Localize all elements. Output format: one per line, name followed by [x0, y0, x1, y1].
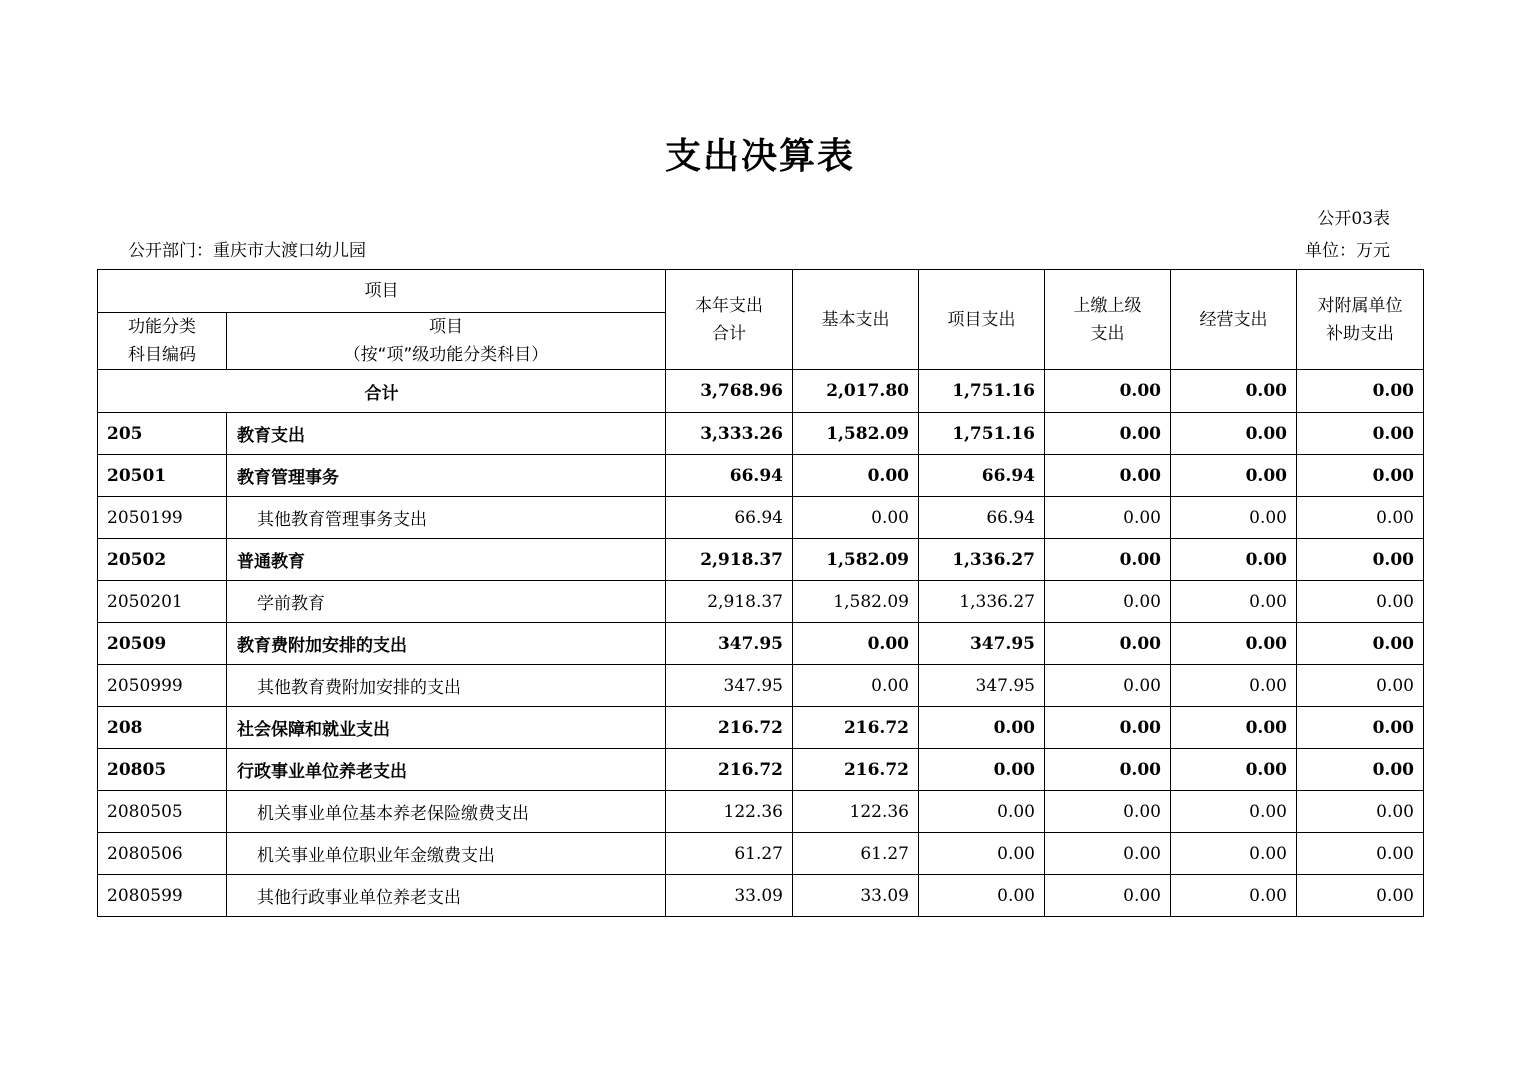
table-row	[98, 791, 1424, 833]
row-business: 0.00	[1171, 623, 1297, 665]
row-project: 0.00	[919, 833, 1045, 875]
header-business: 经营支出	[1171, 270, 1297, 370]
total-label: 合计	[98, 370, 666, 413]
row-project: 347.95	[919, 623, 1045, 665]
row-total: 122.36	[666, 791, 793, 833]
row-code: 2050199	[98, 497, 227, 539]
row-name: 教育管理事务	[227, 455, 666, 497]
table-row	[98, 707, 1424, 749]
row-project: 1,751.16	[919, 413, 1045, 455]
row-business: 0.00	[1171, 707, 1297, 749]
row-total: 33.09	[666, 875, 793, 917]
row-subsidy: 0.00	[1297, 749, 1424, 791]
row-code: 2050201	[98, 581, 227, 623]
header-project-group: 项目	[98, 270, 666, 313]
row-code: 2050999	[98, 665, 227, 707]
total-upper: 0.00	[1045, 370, 1171, 413]
table-row	[98, 833, 1424, 875]
row-basic: 1,582.09	[793, 539, 919, 581]
row-code: 20502	[98, 539, 227, 581]
row-upper: 0.00	[1045, 455, 1171, 497]
row-name: 机关事业单位职业年金缴费支出	[227, 833, 666, 875]
row-business: 0.00	[1171, 833, 1297, 875]
row-upper: 0.00	[1045, 791, 1171, 833]
row-business: 0.00	[1171, 497, 1297, 539]
row-subsidy: 0.00	[1297, 413, 1424, 455]
table-row	[98, 539, 1424, 581]
page-title: 支出决算表	[664, 136, 855, 177]
row-subsidy: 0.00	[1297, 623, 1424, 665]
row-name: 其他教育费附加安排的支出	[227, 665, 666, 707]
row-name: 行政事业单位养老支出	[227, 749, 666, 791]
row-project: 0.00	[919, 749, 1045, 791]
table-row	[98, 875, 1424, 917]
row-code: 20805	[98, 749, 227, 791]
row-basic: 61.27	[793, 833, 919, 875]
row-basic: 1,582.09	[793, 581, 919, 623]
table-row	[98, 455, 1424, 497]
row-code: 20509	[98, 623, 227, 665]
row-subsidy: 0.00	[1297, 707, 1424, 749]
total-row	[98, 370, 1424, 413]
total-total: 3,768.96	[666, 370, 793, 413]
header-code: 功能分类 科目编码	[98, 313, 227, 370]
row-basic: 1,582.09	[793, 413, 919, 455]
unit-label: 单位：万元	[1305, 241, 1390, 261]
row-total: 3,333.26	[666, 413, 793, 455]
row-subsidy: 0.00	[1297, 791, 1424, 833]
row-project: 0.00	[919, 707, 1045, 749]
row-name: 普通教育	[227, 539, 666, 581]
row-basic: 0.00	[793, 665, 919, 707]
row-name: 教育支出	[227, 413, 666, 455]
row-basic: 216.72	[793, 749, 919, 791]
row-total: 61.27	[666, 833, 793, 875]
row-business: 0.00	[1171, 665, 1297, 707]
total-business: 0.00	[1171, 370, 1297, 413]
row-code: 2080599	[98, 875, 227, 917]
row-total: 347.95	[666, 623, 793, 665]
header-subsidy: 对附属单位 补助支出	[1297, 270, 1424, 370]
row-total: 216.72	[666, 749, 793, 791]
row-basic: 0.00	[793, 623, 919, 665]
row-basic: 33.09	[793, 875, 919, 917]
row-basic: 0.00	[793, 455, 919, 497]
row-upper: 0.00	[1045, 497, 1171, 539]
table-row	[98, 749, 1424, 791]
row-total: 2,918.37	[666, 539, 793, 581]
row-total: 66.94	[666, 455, 793, 497]
row-total: 216.72	[666, 707, 793, 749]
row-business: 0.00	[1171, 581, 1297, 623]
row-project: 1,336.27	[919, 581, 1045, 623]
row-business: 0.00	[1171, 413, 1297, 455]
form-number: 公开03表	[1317, 209, 1390, 229]
row-upper: 0.00	[1045, 623, 1171, 665]
row-name: 教育费附加安排的支出	[227, 623, 666, 665]
total-basic: 2,017.80	[793, 370, 919, 413]
row-subsidy: 0.00	[1297, 539, 1424, 581]
table-row	[98, 497, 1424, 539]
table-row	[98, 665, 1424, 707]
table-row	[98, 413, 1424, 455]
row-upper: 0.00	[1045, 707, 1171, 749]
total-project: 1,751.16	[919, 370, 1045, 413]
row-code: 2080505	[98, 791, 227, 833]
row-project: 0.00	[919, 791, 1045, 833]
table-row	[98, 581, 1424, 623]
row-upper: 0.00	[1045, 539, 1171, 581]
header-upper: 上缴上级 支出	[1045, 270, 1171, 370]
row-name: 机关事业单位基本养老保险缴费支出	[227, 791, 666, 833]
expenditure-table	[97, 269, 1424, 917]
row-project: 66.94	[919, 455, 1045, 497]
row-project: 66.94	[919, 497, 1045, 539]
row-upper: 0.00	[1045, 665, 1171, 707]
row-name: 学前教育	[227, 581, 666, 623]
row-subsidy: 0.00	[1297, 875, 1424, 917]
department-label: 公开部门：重庆市大渡口幼儿园	[128, 241, 366, 261]
row-total: 66.94	[666, 497, 793, 539]
header-total: 本年支出 合计	[666, 270, 793, 370]
row-project: 0.00	[919, 875, 1045, 917]
row-business: 0.00	[1171, 875, 1297, 917]
row-name: 其他教育管理事务支出	[227, 497, 666, 539]
row-upper: 0.00	[1045, 833, 1171, 875]
header-project: 项目支出	[919, 270, 1045, 370]
row-code: 20501	[98, 455, 227, 497]
row-code: 2080506	[98, 833, 227, 875]
total-subsidy: 0.00	[1297, 370, 1424, 413]
header-basic: 基本支出	[793, 270, 919, 370]
row-name: 社会保障和就业支出	[227, 707, 666, 749]
row-basic: 0.00	[793, 497, 919, 539]
row-subsidy: 0.00	[1297, 497, 1424, 539]
row-subsidy: 0.00	[1297, 581, 1424, 623]
header-name: 项目 （按“项”级功能分类科目）	[227, 313, 666, 370]
row-subsidy: 0.00	[1297, 665, 1424, 707]
row-business: 0.00	[1171, 791, 1297, 833]
table-row	[98, 623, 1424, 665]
row-code: 208	[98, 707, 227, 749]
row-business: 0.00	[1171, 749, 1297, 791]
row-project: 1,336.27	[919, 539, 1045, 581]
row-basic: 216.72	[793, 707, 919, 749]
row-total: 2,918.37	[666, 581, 793, 623]
row-total: 347.95	[666, 665, 793, 707]
row-subsidy: 0.00	[1297, 455, 1424, 497]
row-upper: 0.00	[1045, 749, 1171, 791]
row-code: 205	[98, 413, 227, 455]
row-business: 0.00	[1171, 455, 1297, 497]
row-upper: 0.00	[1045, 875, 1171, 917]
row-project: 347.95	[919, 665, 1045, 707]
row-upper: 0.00	[1045, 413, 1171, 455]
row-business: 0.00	[1171, 539, 1297, 581]
row-subsidy: 0.00	[1297, 833, 1424, 875]
row-basic: 122.36	[793, 791, 919, 833]
row-upper: 0.00	[1045, 581, 1171, 623]
row-name: 其他行政事业单位养老支出	[227, 875, 666, 917]
